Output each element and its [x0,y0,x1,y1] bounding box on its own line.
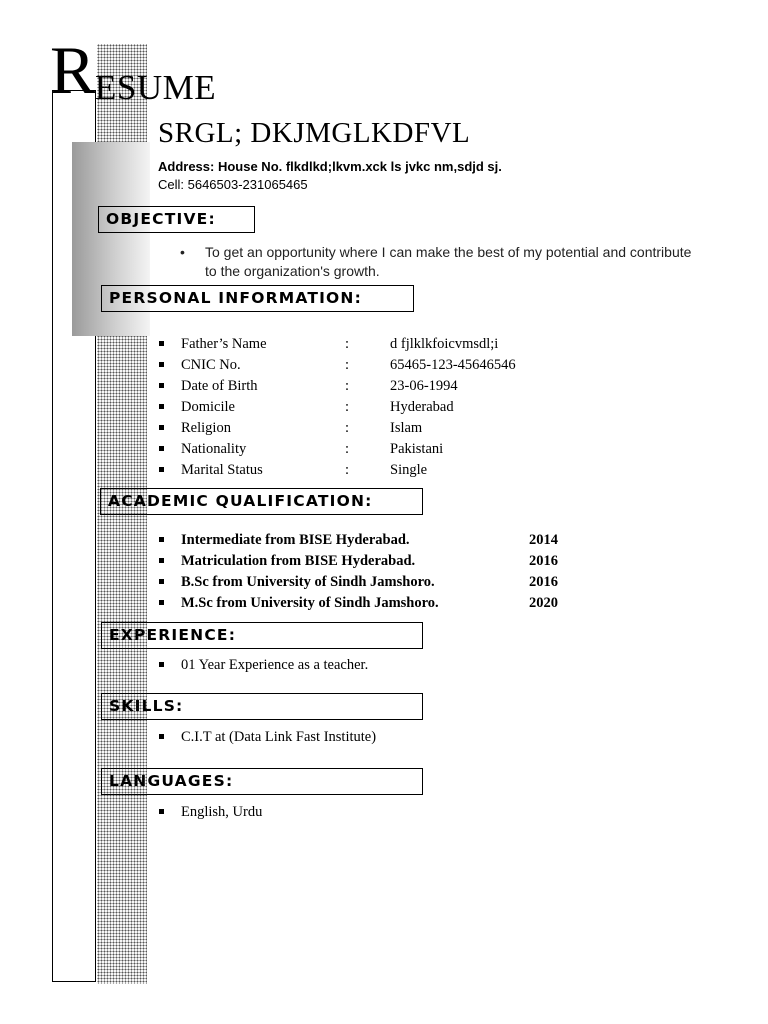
info-value: Hyderabad [390,399,454,415]
square-bullet-icon [159,558,164,563]
square-bullet-icon [159,600,164,605]
info-label: Religion [181,420,231,436]
info-label: Date of Birth [181,378,258,394]
info-label: Domicile [181,399,235,415]
section-header-languages: LANGUAGES: [101,768,423,795]
info-label: Marital Status [181,462,263,478]
experience-text: 01 Year Experience as a teacher. [181,657,369,673]
degree-year: 2016 [529,553,558,569]
bullet-icon: • [180,244,185,260]
address-line: Address: House No. flkdlkd;lkvm.xck ls jvkc nm,sdjd sj. [158,159,502,174]
info-label: Nationality [181,441,247,457]
degree-year: 2014 [529,532,558,548]
objective-text: To get an opportunity where I can make the best of my potential and contribute to the organization's growth. [205,244,692,279]
section-header-objective: OBJECTIVE: [98,206,255,233]
square-bullet-icon [159,362,164,367]
info-value: Islam [390,420,423,436]
resume-title-rest: ESUME [95,68,217,107]
square-bullet-icon [159,383,164,388]
candidate-name: SRGL; DKJMGLKDFVL [158,117,471,149]
degree-text: Matriculation from BISE Hyderabad. [181,553,416,569]
square-bullet-icon [159,537,164,542]
square-bullet-icon [159,341,164,346]
info-colon: : [345,378,350,394]
info-colon: : [345,399,350,415]
language-text: English, Urdu [181,804,263,820]
degree-year: 2016 [529,574,558,590]
degree-text: M.Sc from University of Sindh Jamshoro. [181,595,439,611]
info-colon: : [345,357,350,373]
square-bullet-icon [159,662,164,667]
degree-text: Intermediate from BISE Hyderabad. [181,532,410,548]
square-bullet-icon [159,809,164,814]
info-value: d fjlklkfoicvmsdl;i [390,336,499,352]
square-bullet-icon [159,579,164,584]
square-bullet-icon [159,404,164,409]
section-header-personal-information: PERSONAL INFORMATION: [101,285,414,312]
objective-item [180,243,700,281]
section-header-experience: EXPERIENCE: [101,622,423,649]
info-colon: : [345,420,350,436]
info-label: Father’s Name [181,336,267,352]
degree-text: B.Sc from University of Sindh Jamshoro. [181,574,435,590]
info-value: 65465-123-45646546 [390,357,516,373]
square-bullet-icon [159,467,164,472]
section-header-academic-qualification: ACADEMIC QUALIFICATION: [100,488,423,515]
info-value: Pakistani [390,441,444,457]
info-value: Single [390,462,428,478]
square-bullet-icon [159,446,164,451]
cell-line: Cell: 5646503-231065465 [158,177,308,192]
degree-year: 2020 [529,595,558,611]
section-header-skills: SKILLS: [101,693,423,720]
info-value: 23-06-1994 [390,378,458,394]
square-bullet-icon [159,425,164,430]
square-bullet-icon [159,734,164,739]
info-label: CNIC No. [181,357,241,373]
skill-text: C.I.T at (Data Link Fast Institute) [181,729,377,745]
info-colon: : [345,462,350,478]
info-colon: : [345,441,350,457]
info-colon: : [345,336,350,352]
resume-title-initial: R [50,32,96,108]
